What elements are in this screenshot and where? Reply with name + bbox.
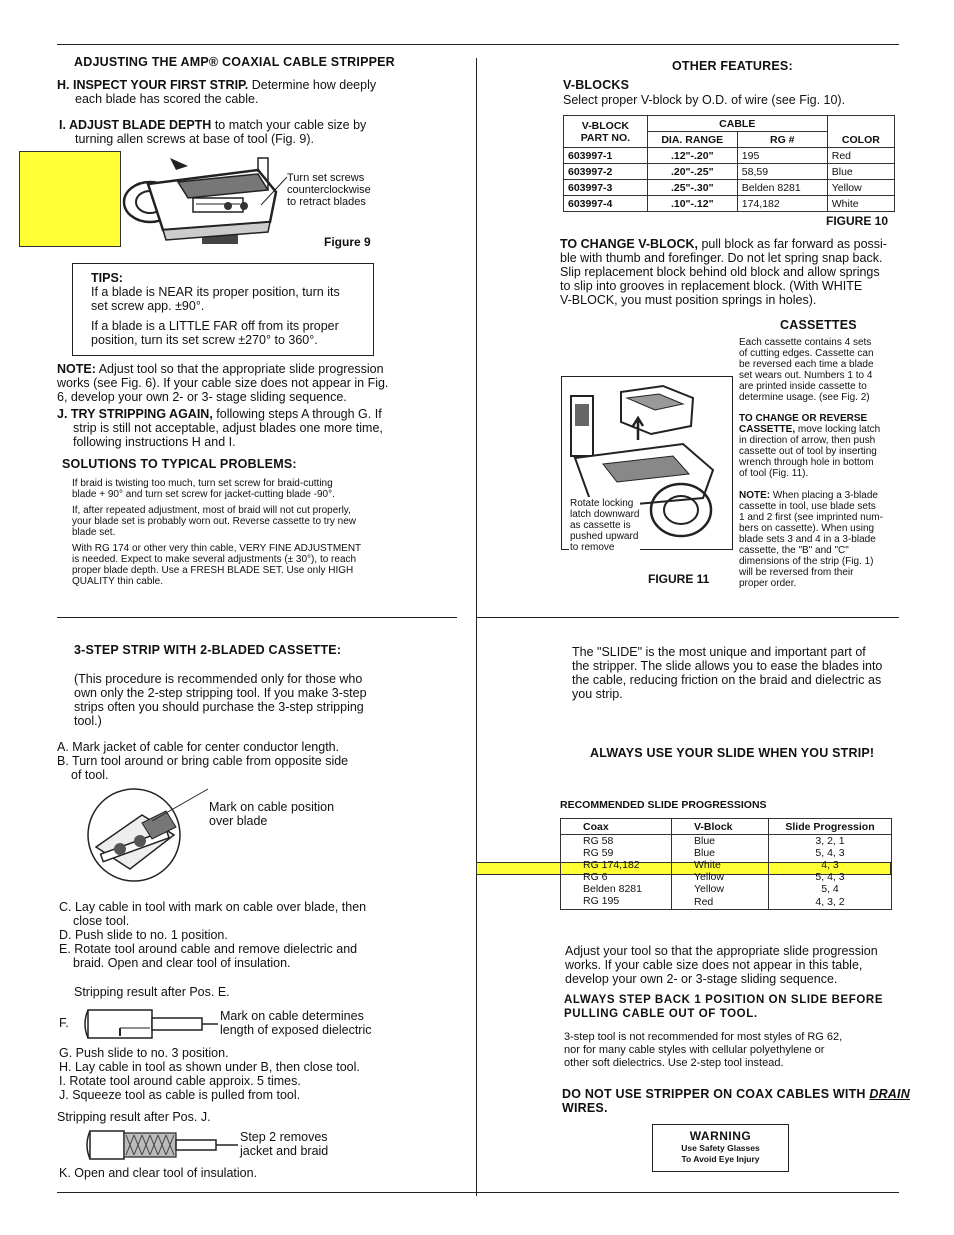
three-step-tool-note: 3-step tool is not recommended for most styles of RG 62, nor for many cable styles with cellular polyethylene or other soft dielectrics. Use 2-step tool instead.: [564, 1031, 843, 1069]
middle-rule-right: [477, 617, 899, 618]
warning-content: WARNING Use Safety Glasses To Avoid Eye Injury: [681, 1129, 760, 1164]
yellow-highlight-block: [19, 151, 121, 247]
solutions-list: If braid is twisting too much, turn set screw for braid-cutting blade + 90° and turn set screw for jacket-cutting blade -90°. If, after repeated adjustment, most of braid will not cut properly, your blade set is probably worn out. Reverse cassette to try new blade set. With RG 174 or other very thin cable, VERY FINE ADJUSTMENT is needed. Expect to make several adjustments (± 30°), to reach proper blade depth. Use a FRESH BLADE SET. Use only HIGH QUALITY thin cable.: [72, 478, 362, 587]
table-row: 603997-3 .25"-.30" Belden 8281 Yellow: [564, 180, 895, 196]
slide-progression-table: [560, 818, 892, 910]
step-2-cable-illustration: [82, 1127, 242, 1163]
tips-content: TIPS: If a blade is NEAR its proper position, turn its set screw app. ±90°. If a blade is a LITTLE FAR off from its proper position, turn its set screw ±270° to 360°.: [91, 271, 340, 347]
vblock-header: V-Block: [672, 819, 769, 835]
vblock-table: [563, 115, 895, 212]
change-vblock-text: TO CHANGE V-BLOCK, pull block as far forward as possi- ble with thumb and forefinger. Do not let spring snap back. Slip replacement block behind old block and allow springs to slip into grooves in replacement block. (With WHITE V-BLOCK, you must position springs in holes).: [560, 237, 887, 307]
middle-rule-left: [57, 617, 457, 618]
mark-on-cable-illustration: [82, 785, 212, 895]
other-features-title: OTHER FEATURES:: [672, 59, 793, 73]
always-use-slide: ALWAYS USE YOUR SLIDE WHEN YOU STRIP!: [590, 746, 875, 760]
step-2-callout: Step 2 removes jacket and braid: [240, 1130, 329, 1158]
drain-wire-warning: DO NOT USE STRIPPER ON COAX CABLES WITH DRAIN WIRES.: [562, 1087, 910, 1115]
result-after-j: Stripping result after Pos. J.: [57, 1110, 211, 1124]
step-back-warning: ALWAYS STEP BACK 1 POSITION ON SLIDE BEFORE PULLING CABLE OUT OF TOOL.: [564, 994, 884, 1020]
section-title-adjusting: ADJUSTING THE AMP® COAXIAL CABLE STRIPPER: [74, 55, 395, 69]
step-i: I. ADJUST BLADE DEPTH to match your cable size by turning allen screws at base of tool (Fig. 9).: [59, 118, 367, 146]
coax-header: Coax: [561, 819, 672, 835]
rg-header: RG #: [737, 132, 827, 148]
figure-11-callout: Rotate locking latch downward as cassette is pushed upward to remove: [570, 498, 640, 553]
table-row: RG 6 Yellow 5, 4, 3: [561, 871, 892, 883]
step-f-label: F.: [59, 1016, 69, 1030]
cassette-note-text: NOTE: When placing a 3-blade cassette in tool, use blade sets 1 and 2 first (see imprinted num- bers on cassette). When using blade sets 3 and 4 in a 3-blade cassette, the "B" and "C" dimensions of the strip (Fig. 1) will be reversed from their proper order.: [739, 490, 883, 589]
recommended-slide-title: RECOMMENDED SLIDE PROGRESSIONS: [560, 799, 767, 811]
step-f-cable-illustration: [80, 1006, 220, 1042]
color-header: COLOR: [827, 116, 894, 148]
figure-10-label: FIGURE 10: [826, 214, 889, 228]
mark-on-cable-callout: Mark on cable position over blade: [209, 800, 335, 828]
table-row: 603997-1 .12"-.20" 195 Red: [564, 148, 895, 164]
vblock-part-header: V-BLOCK PART NO.: [564, 116, 648, 148]
cable-header: CABLE: [647, 116, 827, 132]
dia-range-header: DIA. RANGE: [647, 132, 737, 148]
table-row-highlighted: RG 174,182 White 4, 3: [561, 859, 892, 871]
vblocks-title: V-BLOCKS: [563, 78, 630, 92]
table-row: RG 59 Blue 5, 4, 3: [561, 847, 892, 859]
note-slide-progression: NOTE: Adjust tool so that the appropriate slide progression works (see Fig. 6). If your cable size does not appear in Fig. 6, develop your own 2- or 3- stage sliding sequence.: [57, 362, 389, 404]
bottom-rule: [57, 1192, 899, 1193]
vblocks-text: Select proper V-block by O.D. of wire (see Fig. 10).: [563, 93, 846, 107]
slide-progression-header: Slide Progression: [769, 819, 892, 835]
step-f-callout: Mark on cable determines length of exposed dielectric: [220, 1009, 372, 1037]
step-k: K. Open and clear tool of insulation.: [59, 1166, 258, 1180]
steps-a-b: A. Mark jacket of cable for center conductor length. B. Turn tool around or bring cable from opposite side of tool.: [57, 740, 349, 782]
slide-description: The "SLIDE" is the most unique and important part of the stripper. The slide allows you to ease the blades into the cable, reducing friction on the braid and dielectric as you strip.: [572, 645, 883, 701]
figure-11-label: FIGURE 11: [648, 572, 710, 586]
cassettes-text: Each cassette contains 4 sets of cutting edges. Cassette can be reversed each time a blade set wears out. Numbers 1 to 4 are printed inside cassette to determine usage. (see Fig. 2): [739, 337, 874, 403]
three-step-intro: (This procedure is recommended only for those who own only the 2-step stripping tool. If you make 3-step strips often you should purchase the 3-step stripping tool.): [74, 672, 367, 728]
steps-c-e: C. Lay cable in tool with mark on cable over blade, then close tool. D. Push slide to no. 1 position. E. Rotate tool around cable and remove dielectric and braid. Open and clear tool of insulation.: [59, 900, 367, 970]
three-step-title: 3-STEP STRIP WITH 2-BLADED CASSETTE:: [74, 643, 342, 657]
cassettes-title: CASSETTES: [780, 318, 857, 332]
table-row: Belden 8281 Yellow 5, 4: [561, 883, 892, 895]
table-row: RG 195 Red 4, 3, 2: [561, 895, 892, 910]
table-row: 603997-2 .20"-.25" 58,59 Blue: [564, 164, 895, 180]
table-row: 603997-4 .10"-.12" 174,182 White: [564, 196, 895, 212]
table-row: RG 58 Blue 3, 2, 1: [561, 835, 892, 848]
adjust-tool-text: Adjust your tool so that the appropriate slide progression works. If your cable size does not appear in this table, develop your own 2- or 3-stage sliding sequence.: [565, 944, 878, 986]
figure-9-callout: Turn set screws counterclockwise to retract blades: [287, 172, 371, 208]
steps-g-j: G. Push slide to no. 3 position. H. Lay cable in tool as shown under B, then close tool. I. Rotate tool around cable approix. 5 times. J. Squeeze tool as cable is pulled from tool.: [59, 1046, 360, 1102]
step-j: J. TRY STRIPPING AGAIN, following steps A through G. If strip is still not acceptable, adjust blades one more time, following instructions H and I.: [57, 407, 383, 449]
result-after-e: Stripping result after Pos. E.: [74, 985, 230, 999]
center-divider: [476, 58, 477, 1196]
solutions-title: SOLUTIONS TO TYPICAL PROBLEMS:: [62, 457, 297, 471]
reverse-cassette-text: TO CHANGE OR REVERSE CASSETTE, move locking latch in direction of arrow, then push cassette out of tool by inserting wrench through hole in bottom of tool (Fig. 11).: [739, 413, 881, 479]
figure-9-label: Figure 9: [324, 235, 371, 249]
step-h: H. INSPECT YOUR FIRST STRIP. Determine how deeply each blade has scored the cable.: [57, 78, 377, 106]
top-rule: [57, 44, 899, 45]
